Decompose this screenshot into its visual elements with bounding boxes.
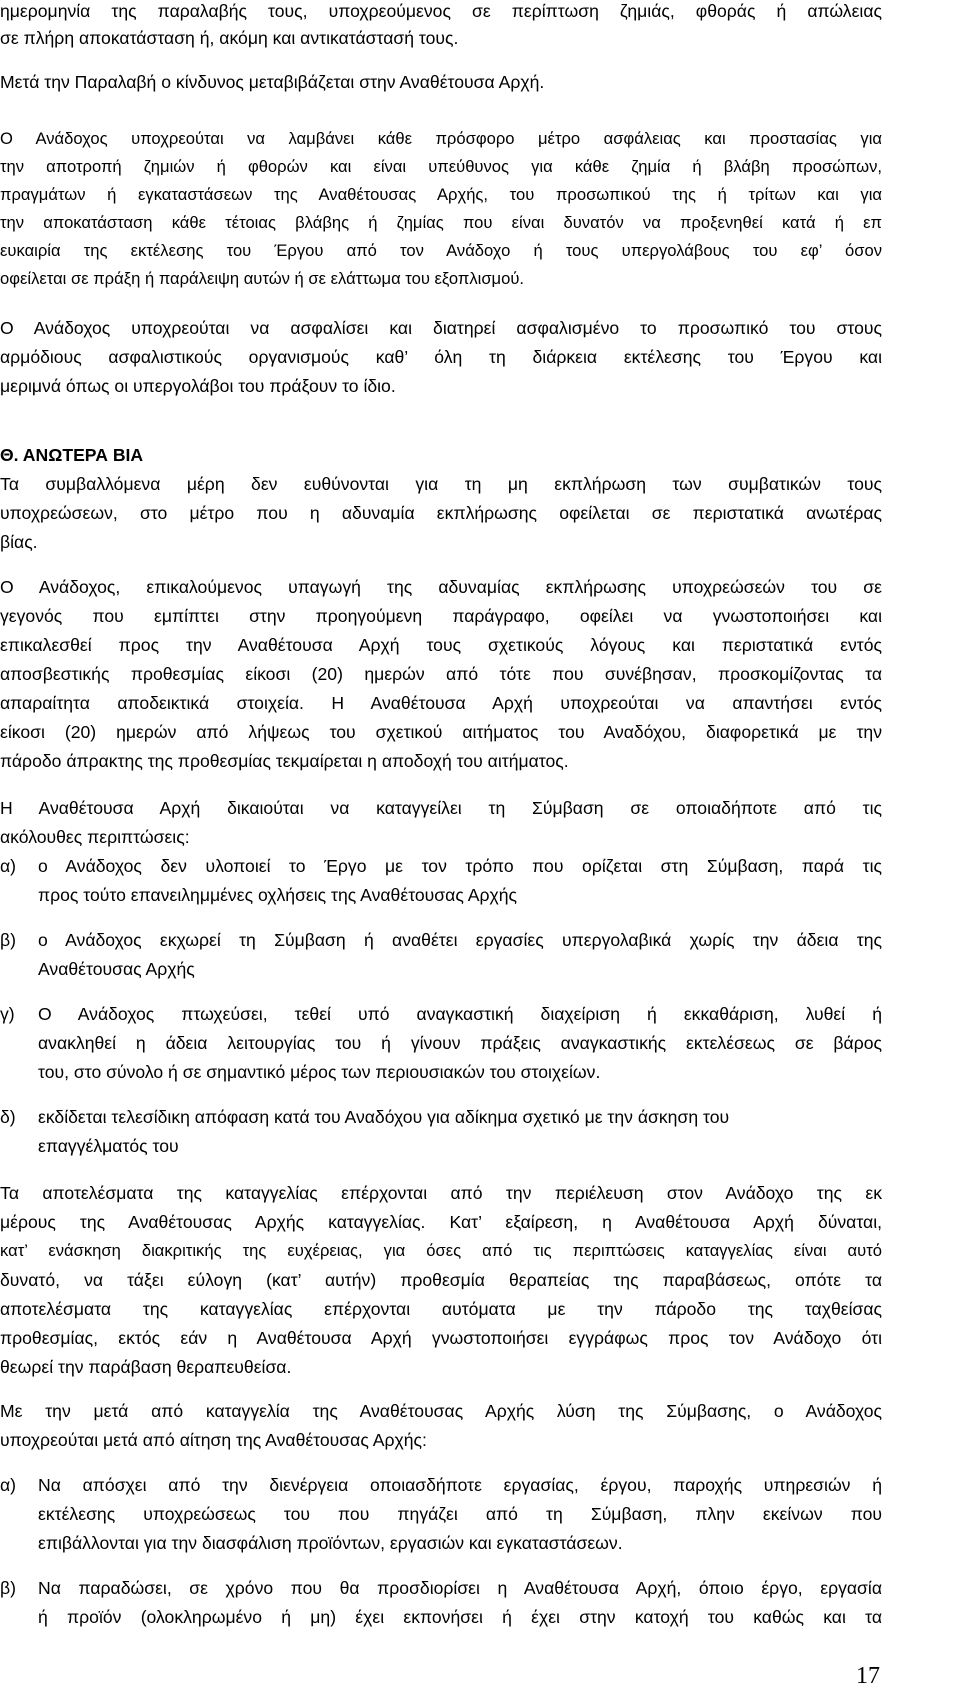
- effects-line-3: κατ’ ενάσκηση διακριτικής της ευχέρειας, για όσες από τις περιπτώσεις καταγγελίας είναι αυτό: [0, 1241, 882, 1260]
- force-majeure-p1-line-3: βίας.: [0, 532, 38, 552]
- obligation-a-label: α): [0, 1475, 17, 1495]
- intro-line-1: ημερομηνία της παραλαβής τους, υποχρεούμενος σε περίπτωση ζημιάς, φθοράς ή απώλειας: [0, 1, 882, 21]
- case-d-label: δ): [0, 1107, 16, 1127]
- insurance-line-2: αρμόδιους ασφαλιστικούς οργανισμούς καθ’ όλη τη διάρκεια εκτέλεσης του Έργου και: [0, 347, 882, 367]
- risk-transfer-sentence: Μετά την Παραλαβή ο κίνδυνος μεταβιβάζεται στην Αναθέτουσα Αρχή.: [0, 72, 545, 92]
- safety-line-3: πραγμάτων ή εγκαταστάσεων της Αναθέτουσας Αρχής, του προσωπικού της ή τρίτων και για: [0, 185, 882, 204]
- safety-line-5: ευκαιρία της εκτέλεσης του Έργου από τον Ανάδοχο ή τους υπεργολάβους του εφ’ όσον: [0, 241, 882, 260]
- force-majeure-p1-line-1: Τα συμβαλλόμενα μέρη δεν ευθύνονται για τη μη εκπλήρωση των συμβατικών τους: [0, 474, 882, 494]
- force-majeure-p2-line-5: απαραίτητα αποδεικτικά στοιχεία. Η Αναθέτουσα Αρχή υποχρεούται να απαντήσει εντός: [0, 693, 882, 713]
- intro-line-2: σε πλήρη αποκατάσταση ή, ακόμη και αντικατάστασή τους.: [0, 28, 459, 48]
- effects-line-2: μέρους της Αναθέτουσας Αρχής καταγγελίας. Κατ’ εξαίρεση, η Αναθέτουσα Αρχή δύναται,: [0, 1212, 882, 1232]
- page-number: 17: [856, 1663, 880, 1689]
- case-d-line-1: εκδίδεται τελεσίδικη απόφαση κατά του Αναδόχου για αδίκημα σχετικό με την άσκηση του: [38, 1107, 730, 1127]
- force-majeure-p2-line-1: Ο Ανάδοχος, επικαλούμενος υπαγωγή της αδυναμίας εκπλήρωσης υποχρεώσεών του σε: [0, 577, 882, 597]
- obligation-a-line-2: εκτέλεσης υποχρεώσεως του που πηγάζει από τη Σύμβαση, πλην εκείνων που: [38, 1504, 882, 1524]
- case-a-line-2: προς τούτο επανειλημμένες οχλήσεις της Αναθέτουσας Αρχής: [38, 885, 517, 905]
- effects-line-6: προθεσμίας, εκτός εάν η Αναθέτουσα Αρχή γνωστοποιήσει εγγράφως προς τον Ανάδοχο ότι: [0, 1328, 882, 1348]
- case-c-line-1: Ο Ανάδοχος πτωχεύσει, τεθεί υπό αναγκαστική διαχείριση ή εκκαθάριση, λυθεί ή: [38, 1004, 882, 1024]
- force-majeure-p2-line-3: επικαλεσθεί προς την Αναθέτουσα Αρχή τους σχετικούς λόγους και περιστατικά εντός: [0, 635, 882, 655]
- termination-intro-line-2: ακόλουθες περιπτώσεις:: [0, 827, 190, 847]
- obligation-a-line-1: Να απόσχει από την διενέργεια οποιασδήποτε εργασίας, έργου, παροχής υπηρεσιών ή: [38, 1475, 882, 1495]
- case-b-line-2: Αναθέτουσας Αρχής: [38, 959, 195, 979]
- force-majeure-p2-line-2: γεγονός που εμπίπτει στην προηγούμενη παράγραφο, οφείλει να γνωστοποιήσει και: [0, 606, 882, 626]
- force-majeure-p2-line-4: αποσβεστικής προθεσμίας είκοσι (20) ημερών από τότε που συνέβησαν, προσκομίζοντας τα: [0, 664, 882, 684]
- force-majeure-p2-line-6: είκοσι (20) ημερών από λήψεως του σχετικού αιτήματος του Αναδόχου, διαφορετικά με την: [0, 722, 882, 742]
- force-majeure-p2-line-7: πάροδο άπρακτης της προθεσμίας τεκμαίρεται η αποδοχή του αιτήματος.: [0, 751, 569, 771]
- effects-line-7: θεωρεί την παράβαση θεραπευθείσα.: [0, 1357, 292, 1377]
- obligation-b-line-2: ή προϊόν (ολοκληρωμένο ή μη) έχει εκπονήσει ή έχει στην κατοχή του καθώς και τα: [38, 1607, 882, 1627]
- case-b-line-1: ο Ανάδοχος εκχωρεί τη Σύμβαση ή αναθέτει εργασίες υπεργολαβικά χωρίς την άδεια της: [38, 930, 882, 950]
- case-c-label: γ): [0, 1004, 15, 1024]
- after-intro-line-2: υποχρεούται μετά από αίτηση της Αναθέτουσας Αρχής:: [0, 1430, 427, 1450]
- force-majeure-p1-line-2: υποχρεώσεων, στο μέτρο που η αδυναμία εκπλήρωσης οφείλεται σε περιστατικά ανωτέρας: [0, 503, 882, 523]
- insurance-line-1: Ο Ανάδοχος υποχρεούται να ασφαλίσει και διατηρεί ασφαλισμένο το προσωπικό του στους: [0, 318, 882, 338]
- obligation-a-line-3: επιβάλλονται για την διασφάλιση προϊόντων, εργασιών και εγκαταστάσεων.: [38, 1533, 623, 1553]
- effects-line-4: δυνατό, να τάξει εύλογη (κατ’ αυτήν) προθεσμία θεραπείας της παραβάσεως, οπότε τα: [0, 1270, 882, 1290]
- effects-line-1: Τα αποτελέσματα της καταγγελίας επέρχονται από την περιέλευση στον Ανάδοχο της εκ: [0, 1183, 882, 1203]
- safety-line-1: Ο Ανάδοχος υποχρεούται να λαμβάνει κάθε πρόσφορο μέτρο ασφάλειας και προστασίας για: [0, 129, 882, 148]
- safety-line-2: την αποτροπή ζημιών ή φθορών και είναι υπεύθυνος για κάθε ζημία ή βλάβη προσώπων,: [0, 157, 882, 176]
- section-heading-force-majeure: Θ. ΑΝΩΤΕΡΑ ΒΙΑ: [0, 445, 144, 465]
- insurance-line-3: μεριμνά όπως οι υπεργολάβοι του πράξουν το ίδιο.: [0, 376, 396, 396]
- case-a-label: α): [0, 856, 17, 876]
- effects-line-5: αποτελέσματα της καταγγελίας επέρχονται αυτόματα με την πάροδο της ταχθείσας: [0, 1299, 882, 1319]
- case-c-line-3: του, στο σύνολο ή σε σημαντικό μέρος των περιουσιακών του στοιχείων.: [38, 1062, 601, 1082]
- case-b-label: β): [0, 930, 16, 950]
- case-d-line-2: επαγγέλματός του: [38, 1136, 179, 1156]
- obligation-b-line-1: Να παραδώσει, σε χρόνο που θα προσδιορίσει η Αναθέτουσα Αρχή, όποιο έργο, εργασία: [38, 1578, 882, 1598]
- safety-line-6: οφείλεται σε πράξη ή παράλειψη αυτών ή σε ελάττωμα του εξοπλισμού.: [0, 269, 525, 288]
- case-a-line-1: ο Ανάδοχος δεν υλοποιεί το Έργο με τον τρόπο που ορίζεται στη Σύμβαση, παρά τις: [38, 856, 882, 876]
- safety-line-4: την αποκατάσταση κάθε τέτοιας βλάβης ή ζημίας που είναι δυνατόν να προξενηθεί κατά ή επ: [0, 213, 882, 232]
- obligation-b-label: β): [0, 1578, 16, 1598]
- case-c-line-2: ανακληθεί η άδεια λειτουργίας του ή γίνουν πράξεις αναγκαστικής εκτελέσεως σε βάρος: [38, 1033, 882, 1053]
- after-intro-line-1: Με την μετά από καταγγελία της Αναθέτουσας Αρχής λύση της Σύμβασης, ο Ανάδοχος: [0, 1401, 882, 1421]
- termination-intro-line-1: Η Αναθέτουσα Αρχή δικαιούται να καταγγείλει τη Σύμβαση σε οποιαδήποτε από τις: [0, 798, 882, 818]
